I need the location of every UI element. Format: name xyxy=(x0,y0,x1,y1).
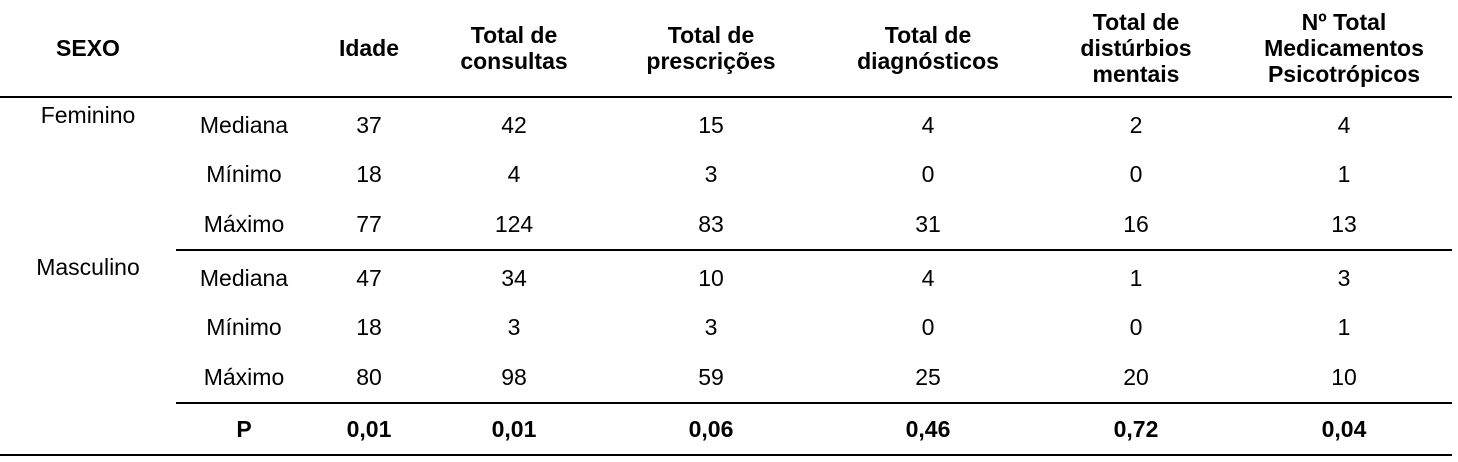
table-cell: 83 xyxy=(602,199,820,250)
table-cell: 13 xyxy=(1236,199,1452,250)
header-stat-blank xyxy=(176,0,312,97)
sex-label: Feminino xyxy=(40,102,136,128)
header-total-disturbios xyxy=(1036,0,1236,97)
table-cell: 1 xyxy=(1129,265,1143,291)
table-cell: 18 xyxy=(356,160,382,187)
header-idade: Idade xyxy=(312,0,426,97)
table-cell: 1 xyxy=(1337,160,1351,187)
table-cell: 42 xyxy=(501,112,527,138)
stat-label: Mediana xyxy=(199,265,289,291)
p-value-section xyxy=(0,403,1452,455)
table-cell: 20 xyxy=(1036,352,1236,403)
sex-label: Masculino xyxy=(36,254,140,280)
p-value-row xyxy=(0,403,1452,455)
header-line: mentais xyxy=(1092,61,1180,87)
header-total-consultas xyxy=(426,0,602,97)
table-row xyxy=(0,148,1452,199)
header-line: Psicotrópicos xyxy=(1267,61,1421,87)
table-cell: 3 xyxy=(704,313,718,340)
table-cell: 18 xyxy=(356,313,382,340)
table-cell: 77 xyxy=(312,199,426,250)
table-cell: 59 xyxy=(602,352,820,403)
header-sexo: SEXO xyxy=(0,0,176,97)
p-value-cell: 0,01 xyxy=(426,403,602,455)
p-value-cell: 0,06 xyxy=(602,403,820,455)
p-value-cell: 0,72 xyxy=(1036,403,1236,455)
table-cell: 4 xyxy=(921,112,935,138)
table-cell: 2 xyxy=(1129,112,1143,138)
stat-label: Máximo xyxy=(176,352,312,403)
table-cell: 0 xyxy=(1129,313,1143,340)
p-value-cell: 0,04 xyxy=(1236,403,1452,455)
table-row xyxy=(0,352,1452,403)
table-cell: 25 xyxy=(820,352,1036,403)
stat-label: Mínimo xyxy=(206,313,282,340)
table-cell: 4 xyxy=(1337,112,1351,138)
header-line: Total de xyxy=(1092,9,1180,35)
table-cell: 98 xyxy=(426,352,602,403)
stat-label: Mediana xyxy=(199,112,289,138)
p-row-blank xyxy=(0,403,176,455)
group-masculino xyxy=(0,250,1452,403)
stat-label: Mínimo xyxy=(206,160,282,187)
header-line: Total de xyxy=(667,22,755,48)
table-cell: 3 xyxy=(704,160,718,187)
table-cell: 10 xyxy=(698,265,724,291)
table-row xyxy=(0,250,1452,301)
table-cell: 47 xyxy=(356,265,382,291)
p-label: P xyxy=(176,403,312,455)
table-cell: 4 xyxy=(921,265,935,291)
table-cell: 34 xyxy=(501,265,527,291)
header-line: Medicamentos xyxy=(1264,35,1424,61)
table-cell: 16 xyxy=(1036,199,1236,250)
header-line: Nº Total xyxy=(1301,9,1387,35)
table-cell: 0 xyxy=(921,313,935,340)
header-line: distúrbios xyxy=(1080,35,1192,61)
table-cell: 4 xyxy=(507,160,521,187)
p-value-cell: 0,46 xyxy=(820,403,1036,455)
group-feminino xyxy=(0,97,1452,250)
header-total-diagnosticos xyxy=(820,0,1036,97)
header-line: diagnósticos xyxy=(857,48,999,74)
stat-label: Máximo xyxy=(176,199,312,250)
header-line: consultas xyxy=(460,48,568,74)
header-line: Total de xyxy=(470,22,558,48)
table-cell: 10 xyxy=(1236,352,1452,403)
header-total-prescricoes xyxy=(602,0,820,97)
header-row xyxy=(0,0,1452,97)
table-cell: 0 xyxy=(921,160,935,187)
table-cell: 1 xyxy=(1337,313,1351,340)
table-cell: 3 xyxy=(1337,265,1351,291)
table-row xyxy=(0,97,1452,148)
header-line: prescrições xyxy=(646,48,776,74)
header-total-medicamentos xyxy=(1236,0,1452,97)
table-cell: 0 xyxy=(1129,160,1143,187)
table-cell: 3 xyxy=(507,313,521,340)
p-value-cell: 0,01 xyxy=(312,403,426,455)
header-line: Total de xyxy=(884,22,972,48)
table-cell: 124 xyxy=(426,199,602,250)
table-row xyxy=(0,199,1452,250)
table-cell: 31 xyxy=(820,199,1036,250)
table-cell: 80 xyxy=(312,352,426,403)
table-cell: 37 xyxy=(356,112,382,138)
table-row xyxy=(0,301,1452,352)
table-cell: 15 xyxy=(698,112,724,138)
